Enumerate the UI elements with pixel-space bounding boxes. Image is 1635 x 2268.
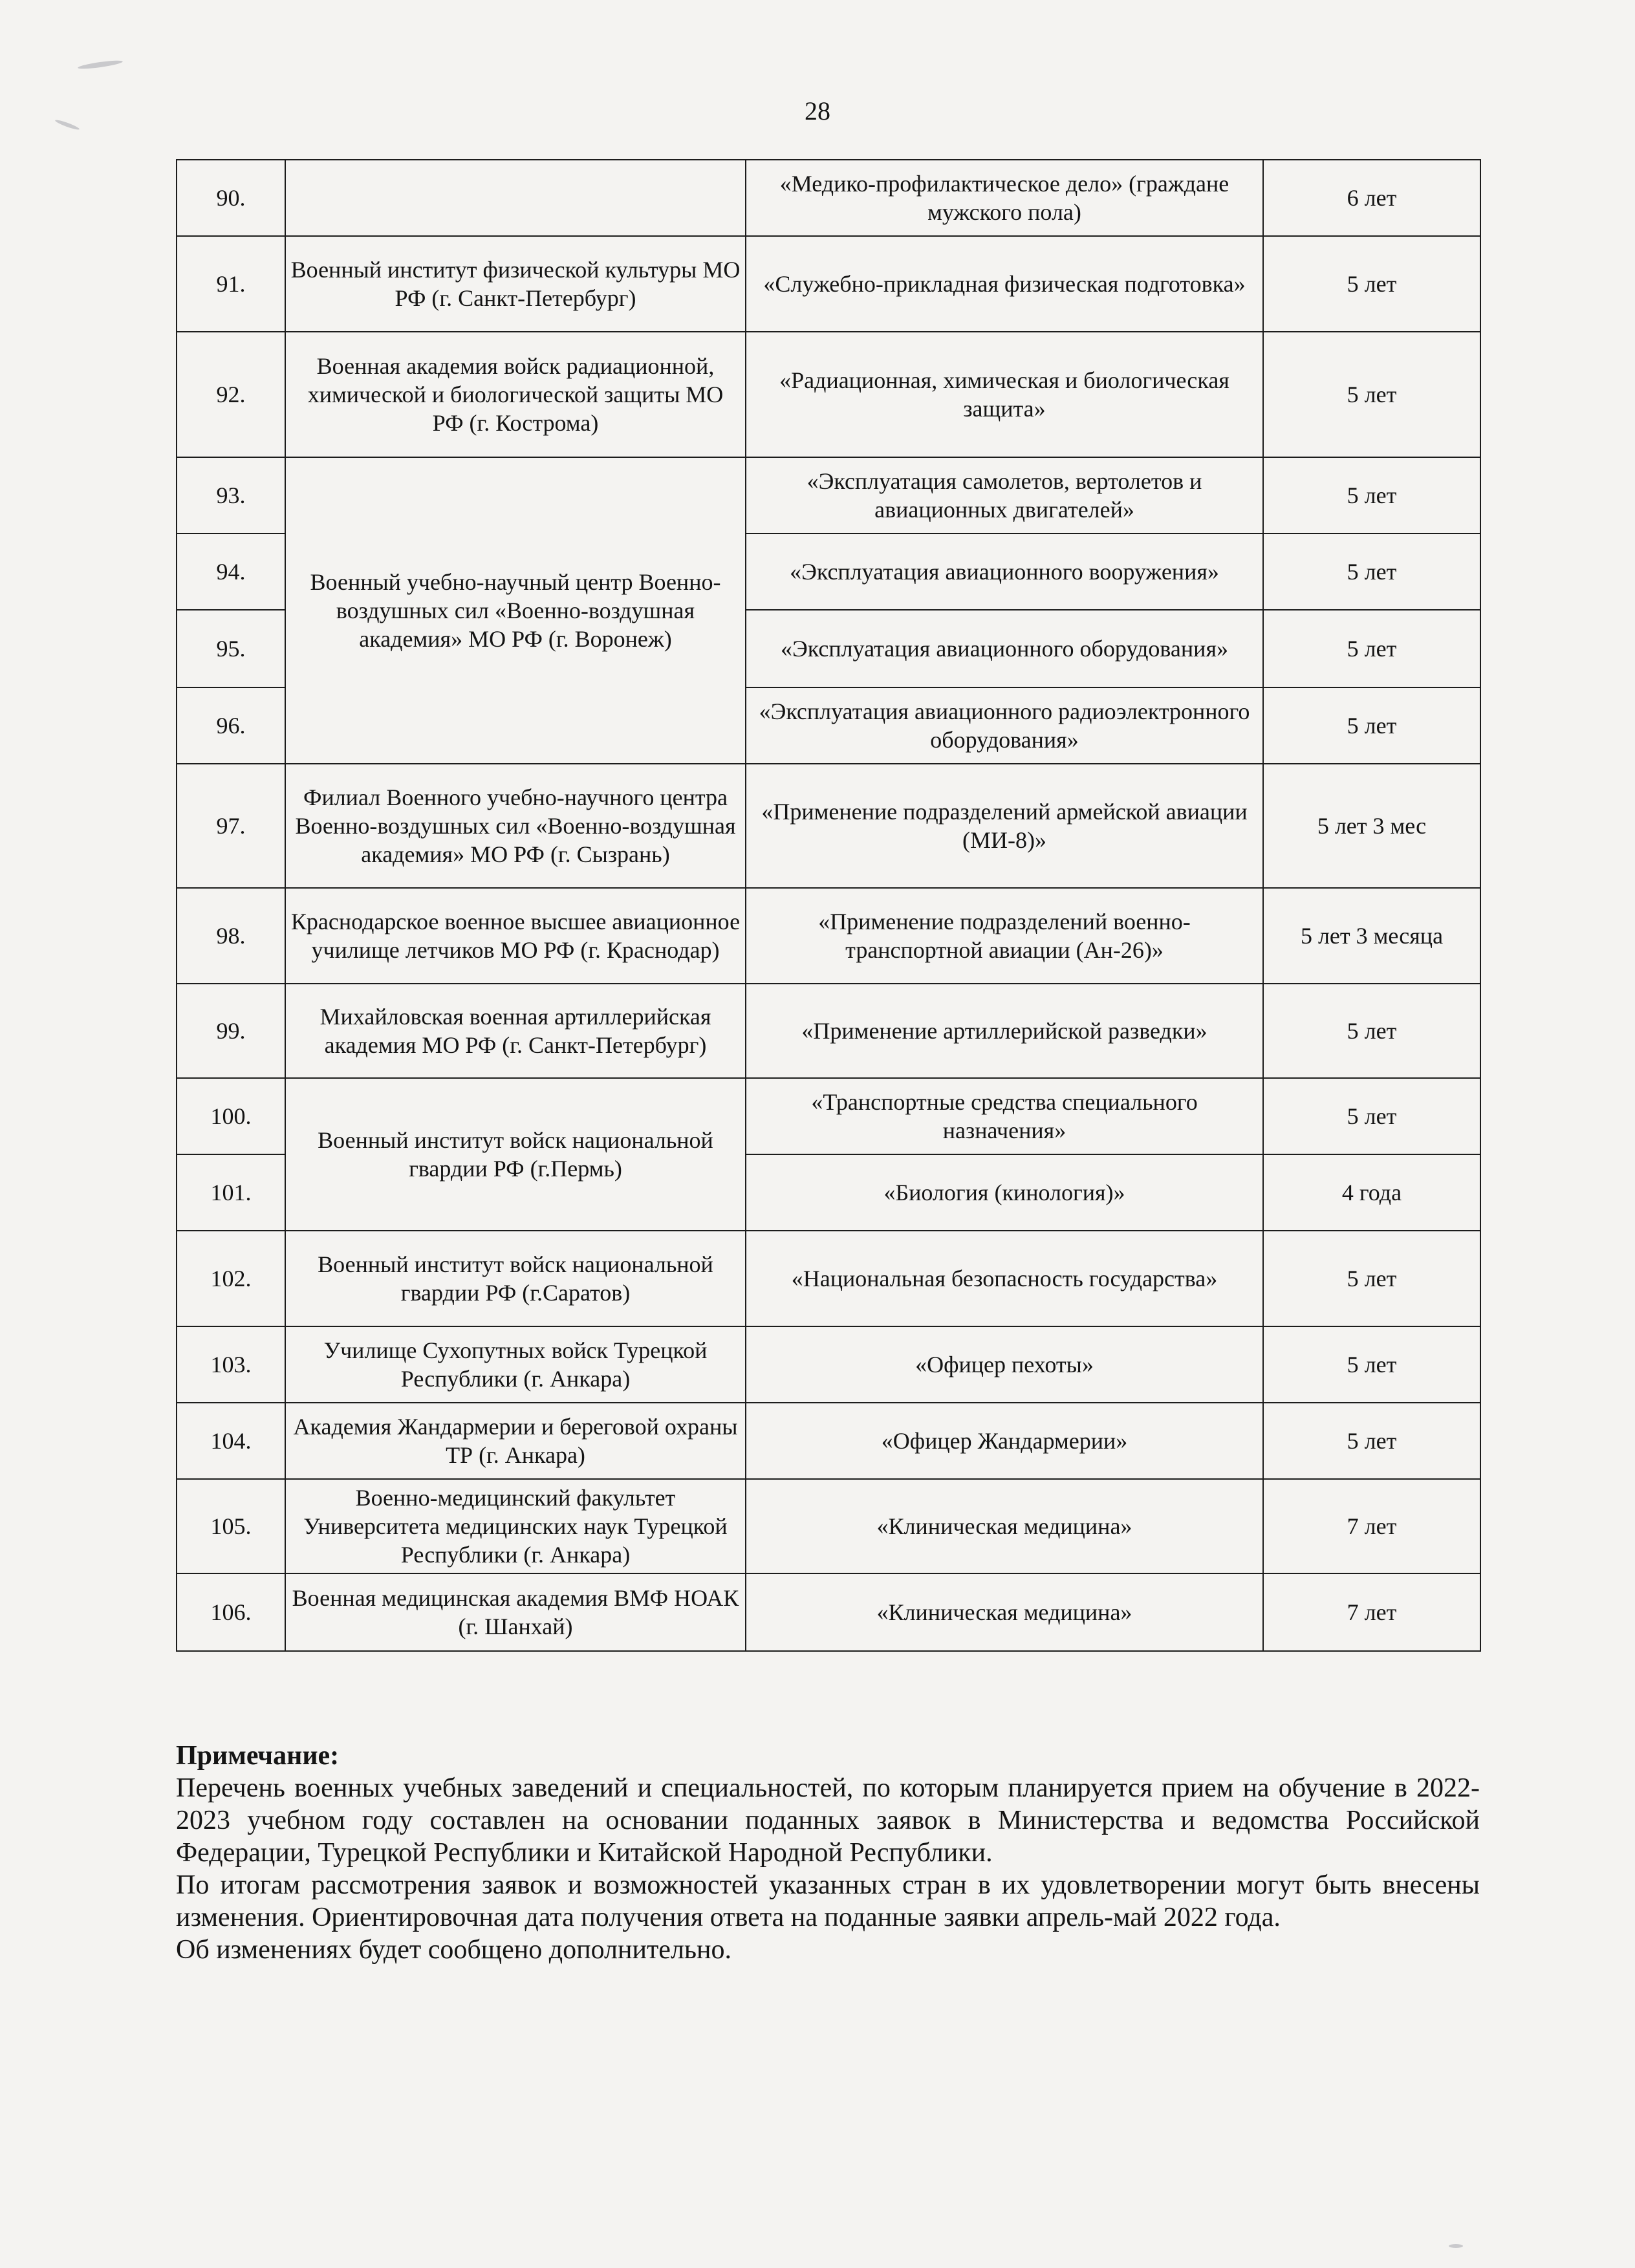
institution-cell: Академия Жандармерии и береговой охраны ТР (г. Анкара)	[285, 1403, 746, 1479]
row-number: 100.	[177, 1078, 285, 1154]
specialty-cell: «Клиническая медицина»	[746, 1479, 1263, 1573]
specialty-cell: «Эксплуатация авиационного вооружения»	[746, 534, 1263, 610]
duration-cell: 5 лет	[1263, 534, 1480, 610]
institution-cell: Военный институт войск национальной гвардии РФ (г.Пермь)	[285, 1078, 746, 1231]
specialty-cell: «Применение подразделений армейской авиации (МИ-8)»	[746, 764, 1263, 888]
specialty-cell: «Эксплуатация самолетов, вертолетов и авиационных двигателей»	[746, 457, 1263, 534]
scan-smudge	[1449, 2244, 1463, 2248]
page-number: 28	[805, 96, 830, 125]
institution-cell: Военная академия войск радиационной, химической и биологической защиты МО РФ (г. Кострома)	[285, 332, 746, 457]
duration-cell: 5 лет	[1263, 984, 1480, 1078]
duration-cell: 5 лет	[1263, 1078, 1480, 1154]
row-number: 102.	[177, 1231, 285, 1326]
duration-cell: 5 лет	[1263, 457, 1480, 534]
specialty-cell: «Офицер Жандармерии»	[746, 1403, 1263, 1479]
specialty-cell: «Применение подразделений военно-транспортной авиации (Ан-26)»	[746, 888, 1263, 984]
table-row	[177, 764, 1480, 888]
row-number: 99.	[177, 984, 285, 1078]
duration-cell: 7 лет	[1263, 1573, 1480, 1651]
institution-cell: Военно-медицинский факультет Университета медицинских наук Турецкой Республики (г. Анкара)	[285, 1479, 746, 1573]
row-number: 104.	[177, 1403, 285, 1479]
table-row	[177, 1573, 1480, 1651]
table-row	[177, 1231, 1480, 1326]
duration-cell: 7 лет	[1263, 1479, 1480, 1573]
row-number: 97.	[177, 764, 285, 888]
specialty-cell: «Офицер пехоты»	[746, 1326, 1263, 1403]
specialty-cell: «Служебно-прикладная физическая подготовка»	[746, 236, 1263, 332]
duration-cell: 5 лет	[1263, 332, 1480, 457]
institution-cell: Краснодарское военное высшее авиационное училище летчиков МО РФ (г. Краснодар)	[285, 888, 746, 984]
specialty-cell: «Биология (кинология)»	[746, 1154, 1263, 1231]
duration-cell: 6 лет	[1263, 160, 1480, 236]
specialty-cell: «Медико-профилактическое дело» (граждане мужского пола)	[746, 160, 1263, 236]
row-number: 91.	[177, 236, 285, 332]
table-row	[177, 160, 1480, 236]
institution-cell: Филиал Военного учебно-научного центра Военно-воздушных сил «Военно-воздушная академия» МО РФ (г. Сызрань)	[285, 764, 746, 888]
institution-cell: Военный институт войск национальной гвардии РФ (г.Саратов)	[285, 1231, 746, 1326]
institution-cell: Училище Сухопутных войск Турецкой Республики (г. Анкара)	[285, 1326, 746, 1403]
row-number: 96.	[177, 687, 285, 764]
table-row	[177, 332, 1480, 457]
note-section	[176, 1740, 1480, 1966]
table-row	[177, 1403, 1480, 1479]
row-number: 98.	[177, 888, 285, 984]
note-paragraph: По итогам рассмотрения заявок и возможностей указанных стран в их удовлетворении могут быть внесены изменения. Ориентировочная дата получения ответа на поданные заявки апрель-май 2022 года.	[176, 1870, 1480, 1932]
row-number: 90.	[177, 160, 285, 236]
duration-cell: 5 лет	[1263, 236, 1480, 332]
duration-cell: 5 лет	[1263, 610, 1480, 687]
table-row	[177, 984, 1480, 1078]
row-number: 103.	[177, 1326, 285, 1403]
row-number: 92.	[177, 332, 285, 457]
institution-cell	[285, 160, 746, 236]
institution-cell: Военная медицинская академия ВМФ НОАК (г. Шанхай)	[285, 1573, 746, 1651]
duration-cell: 5 лет 3 месяца	[1263, 888, 1480, 984]
row-number: 94.	[177, 534, 285, 610]
table-row	[177, 236, 1480, 332]
row-number: 101.	[177, 1154, 285, 1231]
institution-cell: Военный институт физической культуры МО РФ (г. Санкт-Петербург)	[285, 236, 746, 332]
duration-cell: 5 лет 3 мес	[1263, 764, 1480, 888]
table-row	[177, 1479, 1480, 1573]
table-row	[177, 1078, 1480, 1154]
specialty-cell: «Эксплуатация авиационного радиоэлектронного оборудования»	[746, 687, 1263, 764]
specialty-cell: «Радиационная, химическая и биологическая защита»	[746, 332, 1263, 457]
table-row	[177, 888, 1480, 984]
duration-cell: 5 лет	[1263, 687, 1480, 764]
table-row	[177, 457, 1480, 534]
institutions-table	[176, 159, 1481, 1652]
row-number: 106.	[177, 1573, 285, 1651]
duration-cell: 5 лет	[1263, 1326, 1480, 1403]
note-paragraph: Перечень военных учебных заведений и специальностей, по которым планируется прием на обучение в 2022-2023 учебном году составлен на основании поданных заявок в Министерства и ведомства Российской Федерации, Турецкой Республики и Китайской Народной Республики.	[176, 1773, 1480, 1868]
institution-cell: Военный учебно-научный центр Военно-воздушных сил «Военно-воздушная академия» МО РФ (г. Воронеж)	[285, 457, 746, 764]
institution-cell: Михайловская военная артиллерийская академия МО РФ (г. Санкт-Петербург)	[285, 984, 746, 1078]
duration-cell: 5 лет	[1263, 1231, 1480, 1326]
duration-cell: 4 года	[1263, 1154, 1480, 1231]
specialty-cell: «Клиническая медицина»	[746, 1573, 1263, 1651]
scan-smudge	[78, 59, 123, 70]
specialty-cell: «Транспортные средства специального назначения»	[746, 1078, 1263, 1154]
table-row	[177, 1326, 1480, 1403]
specialty-cell: «Эксплуатация авиационного оборудования»	[746, 610, 1263, 687]
row-number: 105.	[177, 1479, 285, 1573]
note-title: Примечание:	[176, 1741, 340, 1771]
row-number: 95.	[177, 610, 285, 687]
note-paragraph: Об изменениях будет сообщено дополнительно.	[176, 1935, 732, 1965]
duration-cell: 5 лет	[1263, 1403, 1480, 1479]
row-number: 93.	[177, 457, 285, 534]
specialty-cell: «Применение артиллерийской разведки»	[746, 984, 1263, 1078]
specialty-cell: «Национальная безопасность государства»	[746, 1231, 1263, 1326]
